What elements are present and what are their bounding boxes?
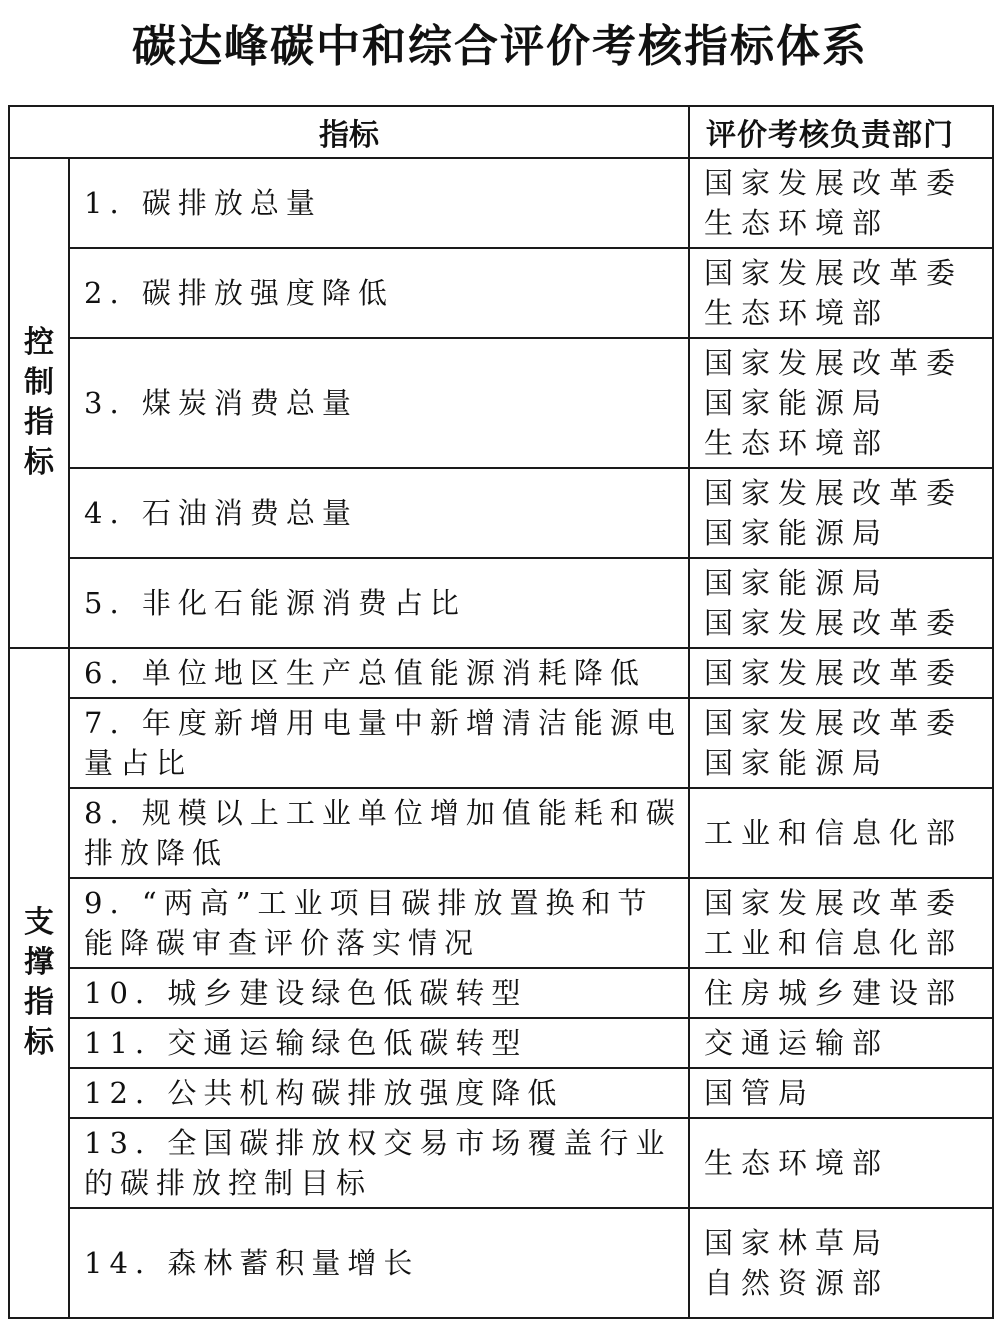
indicator-table [8, 105, 994, 1319]
table-row [9, 158, 993, 248]
department-name: 交通运输部 [704, 1026, 890, 1060]
table-row [9, 1208, 993, 1318]
indicator-cell: 9. “两高”工业项目碳排放置换和节能降碳审查评价落实情况 [69, 878, 689, 968]
department-name: 国家发展改革委 [704, 606, 964, 640]
table-row [9, 468, 993, 558]
indicator-cell: 14. 森林蓄积量增长 [69, 1208, 689, 1318]
department-cell [689, 248, 993, 338]
indicator-cell: 13. 全国碳排放权交易市场覆盖行业的碳排放控制目标 [69, 1118, 689, 1208]
table-header-row [9, 106, 993, 158]
department-name: 住房城乡建设部 [704, 976, 964, 1010]
department-cell [689, 878, 993, 968]
department-name: 生态环境部 [704, 296, 890, 330]
department-name: 国家能源局 [704, 566, 890, 600]
department-name: 生态环境部 [704, 206, 890, 240]
table-row [9, 878, 993, 968]
table-body [9, 158, 993, 1318]
department-name: 国家发展改革委 [704, 476, 964, 510]
department-cell [689, 1018, 993, 1068]
department-name: 国家能源局 [704, 746, 890, 780]
table-row [9, 788, 993, 878]
indicator-cell: 10. 城乡建设绿色低碳转型 [69, 968, 689, 1018]
department-name: 自然资源部 [704, 1266, 890, 1300]
department-cell [689, 698, 993, 788]
department-name: 国家发展改革委 [704, 166, 964, 200]
indicator-cell: 12. 公共机构碳排放强度降低 [69, 1068, 689, 1118]
table-row [9, 1018, 993, 1068]
department-name: 生态环境部 [704, 426, 890, 460]
table-row [9, 1118, 993, 1208]
department-cell [689, 1208, 993, 1318]
table-row [9, 698, 993, 788]
department-name: 国家发展改革委 [704, 256, 964, 290]
department-cell [689, 468, 993, 558]
header-indicator: 指标 [9, 106, 689, 158]
department-name: 国家能源局 [704, 516, 890, 550]
indicator-cell: 3. 煤炭消费总量 [69, 338, 689, 468]
table-row [9, 1068, 993, 1118]
department-cell [689, 158, 993, 248]
indicator-cell: 4. 石油消费总量 [69, 468, 689, 558]
indicator-cell: 1. 碳排放总量 [69, 158, 689, 248]
department-name: 工业和信息化部 [704, 926, 964, 960]
header-department: 评价考核负责部门 [689, 106, 993, 158]
department-cell [689, 968, 993, 1018]
department-name: 国家发展改革委 [704, 656, 964, 690]
indicator-cell: 6. 单位地区生产总值能源消耗降低 [69, 648, 689, 698]
department-name: 国管局 [704, 1076, 816, 1110]
indicator-cell: 11. 交通运输绿色低碳转型 [69, 1018, 689, 1068]
department-name: 国家发展改革委 [704, 346, 964, 380]
indicator-cell: 8. 规模以上工业单位增加值能耗和碳排放降低 [69, 788, 689, 878]
department-name: 国家发展改革委 [704, 706, 964, 740]
indicator-cell: 5. 非化石能源消费占比 [69, 558, 689, 648]
table-row [9, 338, 993, 468]
department-name: 国家发展改革委 [704, 886, 964, 920]
indicator-cell: 2. 碳排放强度降低 [69, 248, 689, 338]
department-name: 生态环境部 [704, 1146, 890, 1180]
department-name: 工业和信息化部 [704, 816, 964, 850]
department-cell [689, 558, 993, 648]
department-cell [689, 1068, 993, 1118]
table-row [9, 968, 993, 1018]
table-row [9, 558, 993, 648]
group-label: 支 撑 指 标 [9, 648, 69, 1318]
department-cell [689, 788, 993, 878]
indicator-cell: 7. 年度新增用电量中新增清洁能源电量占比 [69, 698, 689, 788]
department-cell [689, 1118, 993, 1208]
page-title: 碳达峰碳中和综合评价考核指标体系 [132, 21, 868, 72]
department-cell [689, 648, 993, 698]
department-name: 国家林草局 [704, 1226, 890, 1260]
table-row [9, 648, 993, 698]
department-cell [689, 338, 993, 468]
department-name: 国家能源局 [704, 386, 890, 420]
group-label: 控 制 指 标 [9, 158, 69, 648]
table-row [9, 248, 993, 338]
